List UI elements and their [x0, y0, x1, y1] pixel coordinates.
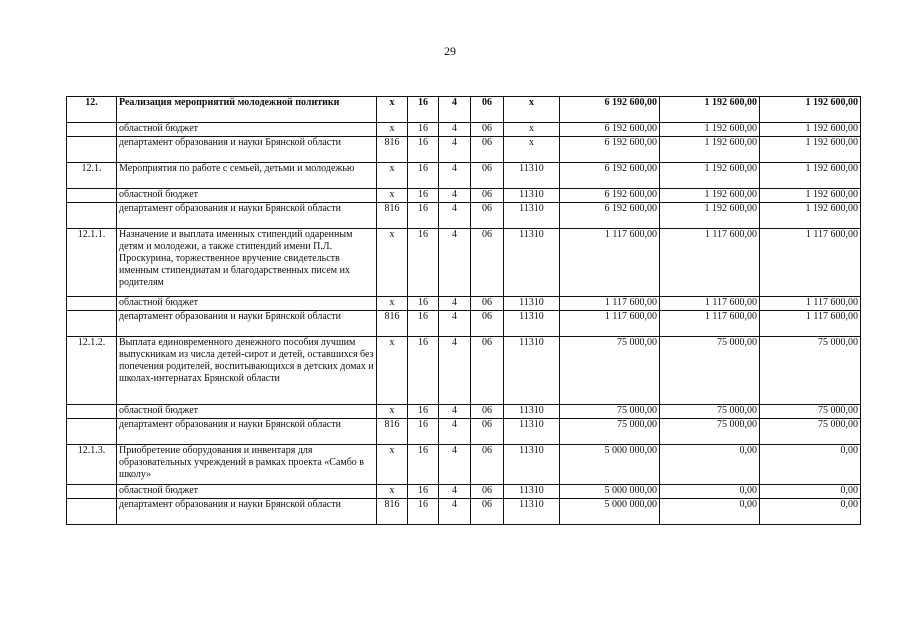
- amount-year-1-cell: 75 000,00: [560, 337, 660, 405]
- amount-year-2-cell: 1 117 600,00: [660, 229, 760, 297]
- table-row: [67, 337, 861, 405]
- amount-year-1-cell: 1 117 600,00: [560, 311, 660, 337]
- code-subprogram-cell: 4: [439, 485, 471, 499]
- code-subprogram-cell: 4: [439, 445, 471, 485]
- code-direction-cell: 11310: [504, 485, 560, 499]
- code-section-cell: 06: [471, 499, 504, 525]
- code-section-cell: 06: [471, 419, 504, 445]
- amount-year-1-cell: 6 192 600,00: [560, 137, 660, 163]
- code-program-cell: 16: [408, 203, 439, 229]
- row-name-cell: областной бюджет: [117, 485, 377, 499]
- row-name-cell: департамент образования и науки Брянской области: [117, 499, 377, 525]
- amount-year-1-cell: 6 192 600,00: [560, 97, 660, 123]
- amount-year-1-cell: 5 000 000,00: [560, 499, 660, 525]
- code-direction-cell: x: [504, 123, 560, 137]
- row-name-cell: департамент образования и науки Брянской области: [117, 137, 377, 163]
- code-section-cell: 06: [471, 405, 504, 419]
- code-grbs-cell: x: [377, 485, 408, 499]
- code-grbs-cell: x: [377, 97, 408, 123]
- code-program-cell: 16: [408, 499, 439, 525]
- amount-year-2-cell: 1 192 600,00: [660, 203, 760, 229]
- amount-year-1-cell: 6 192 600,00: [560, 163, 660, 189]
- row-number-cell: 12.1.1.: [67, 229, 117, 297]
- code-section-cell: 06: [471, 97, 504, 123]
- row-number-cell: [67, 311, 117, 337]
- code-subprogram-cell: 4: [439, 123, 471, 137]
- code-program-cell: 16: [408, 189, 439, 203]
- code-grbs-cell: x: [377, 297, 408, 311]
- amount-year-2-cell: 1 192 600,00: [660, 123, 760, 137]
- amount-year-3-cell: 1 192 600,00: [760, 203, 861, 229]
- code-program-cell: 16: [408, 297, 439, 311]
- code-grbs-cell: x: [377, 405, 408, 419]
- code-direction-cell: 11310: [504, 297, 560, 311]
- code-direction-cell: 11310: [504, 405, 560, 419]
- table-row: [67, 229, 861, 297]
- amount-year-3-cell: 1 192 600,00: [760, 189, 861, 203]
- code-direction-cell: 11310: [504, 419, 560, 445]
- amount-year-1-cell: 1 117 600,00: [560, 229, 660, 297]
- code-subprogram-cell: 4: [439, 311, 471, 337]
- amount-year-1-cell: 75 000,00: [560, 405, 660, 419]
- amount-year-3-cell: 1 192 600,00: [760, 123, 861, 137]
- code-subprogram-cell: 4: [439, 419, 471, 445]
- table-row: [67, 499, 861, 525]
- code-section-cell: 06: [471, 229, 504, 297]
- code-grbs-cell: x: [377, 123, 408, 137]
- amount-year-3-cell: 75 000,00: [760, 337, 861, 405]
- code-subprogram-cell: 4: [439, 97, 471, 123]
- amount-year-3-cell: 1 192 600,00: [760, 97, 861, 123]
- code-direction-cell: 11310: [504, 311, 560, 337]
- amount-year-3-cell: 0,00: [760, 485, 861, 499]
- row-number-cell: [67, 405, 117, 419]
- amount-year-2-cell: 75 000,00: [660, 337, 760, 405]
- row-name-cell: областной бюджет: [117, 405, 377, 419]
- row-name-cell: Реализация мероприятий молодежной политики: [117, 97, 377, 123]
- row-name-cell: Мероприятия по работе с семьей, детьми и молодежью: [117, 163, 377, 189]
- row-number-cell: 12.1.3.: [67, 445, 117, 485]
- code-program-cell: 16: [408, 405, 439, 419]
- code-direction-cell: x: [504, 97, 560, 123]
- amount-year-1-cell: 75 000,00: [560, 419, 660, 445]
- code-subprogram-cell: 4: [439, 297, 471, 311]
- row-number-cell: [67, 485, 117, 499]
- row-number-cell: [67, 499, 117, 525]
- code-direction-cell: 11310: [504, 189, 560, 203]
- code-program-cell: 16: [408, 229, 439, 297]
- code-grbs-cell: x: [377, 189, 408, 203]
- row-number-cell: [67, 297, 117, 311]
- code-section-cell: 06: [471, 311, 504, 337]
- code-program-cell: 16: [408, 137, 439, 163]
- code-program-cell: 16: [408, 123, 439, 137]
- table-row: [67, 123, 861, 137]
- row-name-cell: областной бюджет: [117, 189, 377, 203]
- code-grbs-cell: x: [377, 337, 408, 405]
- code-direction-cell: 11310: [504, 445, 560, 485]
- table-row: [67, 445, 861, 485]
- code-section-cell: 06: [471, 485, 504, 499]
- amount-year-1-cell: 6 192 600,00: [560, 203, 660, 229]
- code-grbs-cell: 816: [377, 137, 408, 163]
- row-number-cell: [67, 123, 117, 137]
- code-grbs-cell: x: [377, 445, 408, 485]
- amount-year-2-cell: 1 192 600,00: [660, 189, 760, 203]
- amount-year-2-cell: 75 000,00: [660, 405, 760, 419]
- row-name-cell: департамент образования и науки Брянской области: [117, 311, 377, 337]
- amount-year-2-cell: 1 117 600,00: [660, 311, 760, 337]
- code-program-cell: 16: [408, 445, 439, 485]
- row-number-cell: [67, 189, 117, 203]
- row-number-cell: [67, 137, 117, 163]
- code-program-cell: 16: [408, 337, 439, 405]
- row-number-cell: 12.1.: [67, 163, 117, 189]
- code-program-cell: 16: [408, 485, 439, 499]
- code-grbs-cell: 816: [377, 311, 408, 337]
- code-program-cell: 16: [408, 163, 439, 189]
- amount-year-2-cell: 0,00: [660, 499, 760, 525]
- page-number: 29: [444, 44, 456, 58]
- code-grbs-cell: 816: [377, 203, 408, 229]
- code-direction-cell: 11310: [504, 203, 560, 229]
- code-program-cell: 16: [408, 311, 439, 337]
- code-subprogram-cell: 4: [439, 229, 471, 297]
- code-section-cell: 06: [471, 297, 504, 311]
- row-number-cell: [67, 203, 117, 229]
- table-row: [67, 419, 861, 445]
- code-direction-cell: 11310: [504, 337, 560, 405]
- code-section-cell: 06: [471, 337, 504, 405]
- row-number-cell: 12.1.2.: [67, 337, 117, 405]
- amount-year-2-cell: 1 192 600,00: [660, 97, 760, 123]
- table-row: [67, 297, 861, 311]
- code-section-cell: 06: [471, 163, 504, 189]
- amount-year-3-cell: 1 117 600,00: [760, 229, 861, 297]
- row-name-cell: департамент образования и науки Брянской области: [117, 203, 377, 229]
- amount-year-2-cell: 1 192 600,00: [660, 163, 760, 189]
- table-row: [67, 163, 861, 189]
- code-grbs-cell: x: [377, 229, 408, 297]
- amount-year-2-cell: 0,00: [660, 485, 760, 499]
- budget-table: [66, 96, 861, 525]
- code-program-cell: 16: [408, 97, 439, 123]
- table-row: [67, 137, 861, 163]
- amount-year-3-cell: 0,00: [760, 499, 861, 525]
- table-row: [67, 405, 861, 419]
- code-subprogram-cell: 4: [439, 189, 471, 203]
- table-row: [67, 311, 861, 337]
- amount-year-3-cell: 75 000,00: [760, 419, 861, 445]
- amount-year-3-cell: 1 192 600,00: [760, 137, 861, 163]
- code-direction-cell: 11310: [504, 163, 560, 189]
- row-name-cell: областной бюджет: [117, 123, 377, 137]
- table-row: [67, 189, 861, 203]
- row-number-cell: 12.: [67, 97, 117, 123]
- amount-year-1-cell: 1 117 600,00: [560, 297, 660, 311]
- row-number-cell: [67, 419, 117, 445]
- amount-year-2-cell: 0,00: [660, 445, 760, 485]
- amount-year-2-cell: 1 192 600,00: [660, 137, 760, 163]
- amount-year-1-cell: 6 192 600,00: [560, 189, 660, 203]
- code-section-cell: 06: [471, 189, 504, 203]
- table-row: [67, 203, 861, 229]
- code-subprogram-cell: 4: [439, 163, 471, 189]
- code-subprogram-cell: 4: [439, 337, 471, 405]
- amount-year-3-cell: 1 192 600,00: [760, 163, 861, 189]
- row-name-cell: департамент образования и науки Брянской области: [117, 419, 377, 445]
- code-subprogram-cell: 4: [439, 137, 471, 163]
- code-grbs-cell: 816: [377, 419, 408, 445]
- amount-year-3-cell: 0,00: [760, 445, 861, 485]
- table-row: [67, 485, 861, 499]
- table-row: [67, 97, 861, 123]
- code-subprogram-cell: 4: [439, 405, 471, 419]
- amount-year-2-cell: 1 117 600,00: [660, 297, 760, 311]
- code-direction-cell: 11310: [504, 499, 560, 525]
- code-section-cell: 06: [471, 123, 504, 137]
- code-grbs-cell: x: [377, 163, 408, 189]
- amount-year-1-cell: 5 000 000,00: [560, 445, 660, 485]
- amount-year-3-cell: 1 117 600,00: [760, 311, 861, 337]
- amount-year-3-cell: 75 000,00: [760, 405, 861, 419]
- row-name-cell: Назначение и выплата именных стипендий одаренным детям и молодежи, а также стипендий имени П.Л. Проскурина, торжественное вручение свидетельств именным стипендиатам и благодарственных писем их родителям: [117, 229, 377, 297]
- code-program-cell: 16: [408, 419, 439, 445]
- code-section-cell: 06: [471, 445, 504, 485]
- row-name-cell: Приобретение оборудования и инвентаря для образовательных учреждений в рамках проекта «Самбо в школу»: [117, 445, 377, 485]
- amount-year-1-cell: 6 192 600,00: [560, 123, 660, 137]
- code-subprogram-cell: 4: [439, 499, 471, 525]
- amount-year-1-cell: 5 000 000,00: [560, 485, 660, 499]
- amount-year-3-cell: 1 117 600,00: [760, 297, 861, 311]
- row-name-cell: Выплата единовременного денежного пособия лучшим выпускникам из числа детей-сирот и детей, оставшихся без попечения родителей, воспитывающихся в детских домах и школах-интернатах Брянской области: [117, 337, 377, 405]
- code-grbs-cell: 816: [377, 499, 408, 525]
- code-section-cell: 06: [471, 203, 504, 229]
- amount-year-2-cell: 75 000,00: [660, 419, 760, 445]
- row-name-cell: областной бюджет: [117, 297, 377, 311]
- code-section-cell: 06: [471, 137, 504, 163]
- code-direction-cell: 11310: [504, 229, 560, 297]
- code-subprogram-cell: 4: [439, 203, 471, 229]
- code-direction-cell: x: [504, 137, 560, 163]
